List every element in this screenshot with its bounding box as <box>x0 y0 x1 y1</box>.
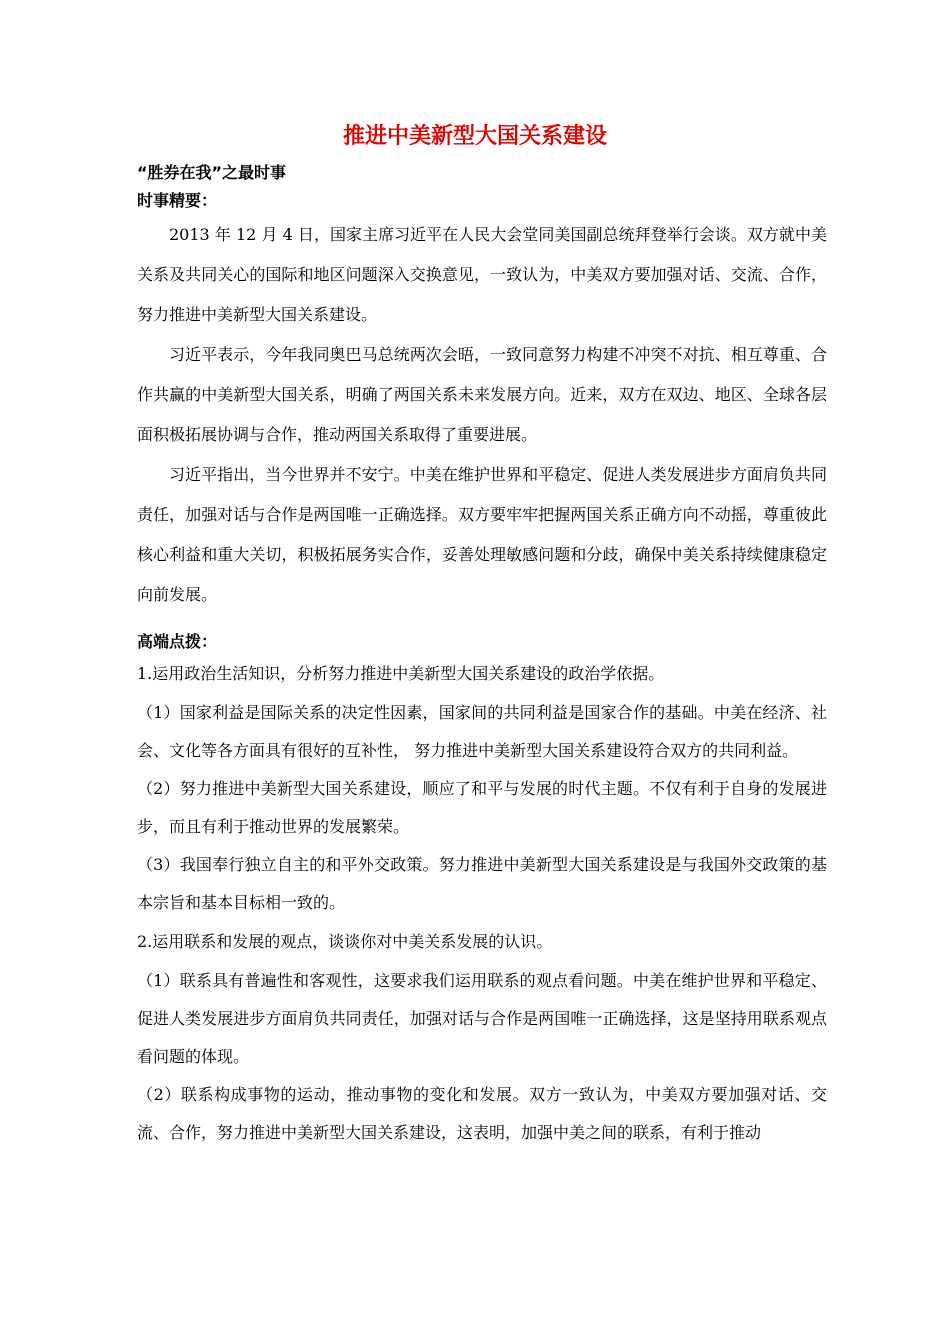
document-title: 推进中美新型大国关系建设 <box>342 124 607 149</box>
answer-item: （3）我国奉行独立自主的和平外交政策。努力推进中美新型大国关系建设是与我国外交政策的基本宗旨和基本目标相一致的。 <box>137 855 827 912</box>
subtitle: “胜券在我”之最时事 <box>137 163 287 182</box>
answer-item: （2）努力推进中美新型大国关系建设，顺应了和平与发展的时代主题。不仅有利于自身的发展进步，而且有利于推动世界的发展繁荣。 <box>137 779 827 836</box>
answer-item: （1）国家利益是国际关系的决定性因素，国家间的共同利益是国家合作的基础。中美在经济、社会、文化等各方面具有很好的互补性， 努力推进中美新型大国关系建设符合双方的共同利益。 <box>137 703 827 760</box>
question-1: 1.运用政治生活知识，分析努力推进中美新型大国关系建设的政治学依据。 <box>137 664 665 683</box>
question-2: 2.运用联系和发展的观点，谈谈你对中美关系发展的认识。 <box>137 932 553 951</box>
answer-item: （2）联系构成事物的运动，推动事物的变化和发展。双方一致认为，中美双方要加强对话、交流、合作，努力推进中美新型大国关系建设，这表明，加强中美之间的联系，有利于推动 <box>137 1085 827 1142</box>
section-heading-news: 时事精要： <box>137 191 218 210</box>
news-paragraph: 习近平表示，今年我同奥巴马总统两次会晤，一致同意努力构建不冲突不对抗、相互尊重、合作共赢的中美新型大国关系，明确了两国关系未来发展方向。近来，双方在双边、地区、全球各层面积极拓展协调与合作，推动两国关系取得了重要进展。 <box>137 345 827 444</box>
section-heading-analysis: 高端点拨： <box>137 632 218 651</box>
document-body <box>137 160 827 1152</box>
news-paragraph: 习近平指出，当今世界并不安宁。中美在维护世界和平稳定、促进人类发展进步方面肩负共同责任，加强对话与合作是两国唯一正确选择。双方要牢牢把握两国关系正确方向不动摇，尊重彼此核心利益和重大关切，积极拓展务实合作，妥善处理敏感问题和分歧，确保中美关系持续健康稳定向前发展。 <box>137 465 827 604</box>
news-paragraph: 2013 年 12 月 4 日，国家主席习近平在人民大会堂同美国副总统拜登举行会谈。双方就中美关系及共同关心的国际和地区问题深入交换意见，一致认为，中美双方要加强对话、交流、合作，努力推进中美新型大国关系建设。 <box>137 225 827 324</box>
answer-item: （1）联系具有普遍性和客观性，这要求我们运用联系的观点看问题。中美在维护世界和平稳定、促进人类发展进步方面肩负共同责任，加强对话与合作是两国唯一正确选择，这是坚持用联系观点看问题的体现。 <box>137 971 827 1066</box>
